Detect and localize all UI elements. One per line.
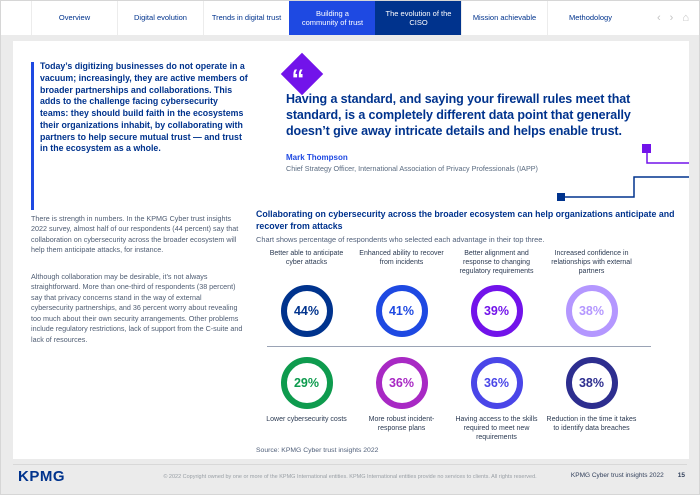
home-icon[interactable]: ⌂ (682, 11, 689, 24)
chart-source: Source: KPMG Cyber trust insights 2022 (256, 447, 379, 454)
stat-value: 44% (293, 304, 320, 318)
tab-building-community-of-trust[interactable]: Building a community of trust (289, 1, 375, 35)
stat-value: 36% (483, 376, 510, 390)
stat-value: 41% (388, 304, 415, 318)
stat-value: 29% (293, 376, 320, 390)
stat-label: More robust incident-response plans (368, 416, 435, 433)
stat-anticipate-attacks (259, 249, 354, 337)
footer-divider (13, 464, 687, 465)
stat-label: Better able to anticipate cyber attacks (269, 250, 344, 267)
chart-title: Collaborating on cybersecurity across the broader ecosystem can help organizations anticipate and recover from attacks (256, 209, 675, 231)
donut-ring (376, 285, 428, 337)
stat-partner-confidence (544, 249, 639, 337)
chart-row-top (259, 249, 639, 337)
copyright-text: © 2022 Copyright owned by one or more of the KPMG International entities. KPMG International entities provide no services to clients. All rights reserved. (163, 474, 537, 480)
stat-label: Lower cybersecurity costs (266, 416, 347, 423)
stat-label: Reduction in the time it takes to identify data breaches (546, 416, 637, 433)
footer-meta (571, 472, 685, 479)
donut-ring (471, 357, 523, 409)
donut-ring (566, 285, 618, 337)
body-paragraph-2: Although collaboration may be desirable, it’s not always straightforward. More than one-third of respondents (38 percent) say that privacy concerns stand in the way of external cybersecurity partnerships, and 36 percent worry about revealing too much about their own security arrangements. Other problems include regulatory restrictions, lack of support from the C-suite and lack of resources. (31, 272, 243, 344)
tab-evolution-of-ciso[interactable]: The evolution of the CISO (375, 1, 461, 35)
stat-label: Having access to the skills required to meet new requirements (455, 416, 538, 442)
tab-mission-achievable[interactable]: Mission achievable (461, 1, 547, 35)
quote-icon (281, 53, 323, 95)
body-paragraph-1: There is strength in numbers. In the KPMG Cyber trust insights 2022 survey, almost half of our respondents (44 percent) say that collaboration on cybersecurity across the broader ecosystem will help them anticipate attacks, for instance. (31, 214, 239, 255)
top-nav (1, 1, 699, 35)
donut-ring (566, 357, 618, 409)
content-card (13, 41, 689, 459)
quote-author-role: Chief Strategy Officer, International Association of Privacy Professionals (IAPP) (286, 164, 538, 173)
donut-ring (281, 285, 333, 337)
tab-trends-digital-trust[interactable]: Trends in digital trust (203, 1, 289, 35)
footer-doc-title: KPMG Cyber trust insights 2022 (570, 472, 664, 479)
page-number: 15 (677, 472, 685, 479)
nav-pagination-controls (657, 1, 689, 35)
stat-value: 38% (578, 304, 605, 318)
next-page-icon[interactable]: › (669, 11, 674, 24)
chart-connector-line (267, 346, 651, 347)
circuit-decoration (553, 141, 689, 216)
chart-row-bottom (259, 357, 639, 442)
pull-quote: Having a standard, and saying your firewall rules meet that standard, is a completely different data point that generally doesn’t give away intricate details and helps enable trust. (286, 92, 631, 138)
stat-incident-response-plans (354, 357, 449, 442)
stat-breach-identification-time (544, 357, 639, 442)
stat-value: 36% (388, 376, 415, 390)
stat-value: 39% (483, 304, 510, 318)
stat-regulatory-alignment (449, 249, 544, 337)
stat-label: Enhanced ability to recover from incidents (359, 250, 444, 267)
donut-ring (281, 357, 333, 409)
donut-ring (376, 357, 428, 409)
prev-page-icon[interactable]: ‹ (657, 11, 661, 24)
headline-accent-bar (31, 62, 34, 210)
stat-access-to-skills (449, 357, 544, 442)
chart-subtitle: Chart shows percentage of respondents who selected each advantage in their top three. (256, 235, 545, 244)
quotation-mark-glyph: “ (290, 63, 304, 94)
stat-label: Increased confidence in relationships with external partners (551, 250, 632, 276)
kpmg-logo: KPMG (18, 468, 65, 485)
stat-recover-incidents (354, 249, 449, 337)
tab-overview[interactable]: Overview (31, 1, 117, 35)
stat-label: Better alignment and response to changing regulatory requirements (459, 250, 534, 276)
tab-methodology[interactable]: Methodology (547, 1, 633, 35)
stat-lower-costs (259, 357, 354, 442)
intro-headline: Today’s digitizing businesses do not operate in a vacuum; increasingly, they are active members of broader partnerships and collaborations. This adds to the challenge facing cybersecurity teams: they should build faith in the ecosystems their organizations inhabit, by collaborating with partners to help secure mutual trust — and trust in the ecosystem as a whole. (40, 61, 248, 154)
donut-ring (471, 285, 523, 337)
tab-digital-evolution[interactable]: Digital evolution (117, 1, 203, 35)
quote-author: Mark Thompson (286, 153, 348, 162)
stat-value: 38% (578, 376, 605, 390)
